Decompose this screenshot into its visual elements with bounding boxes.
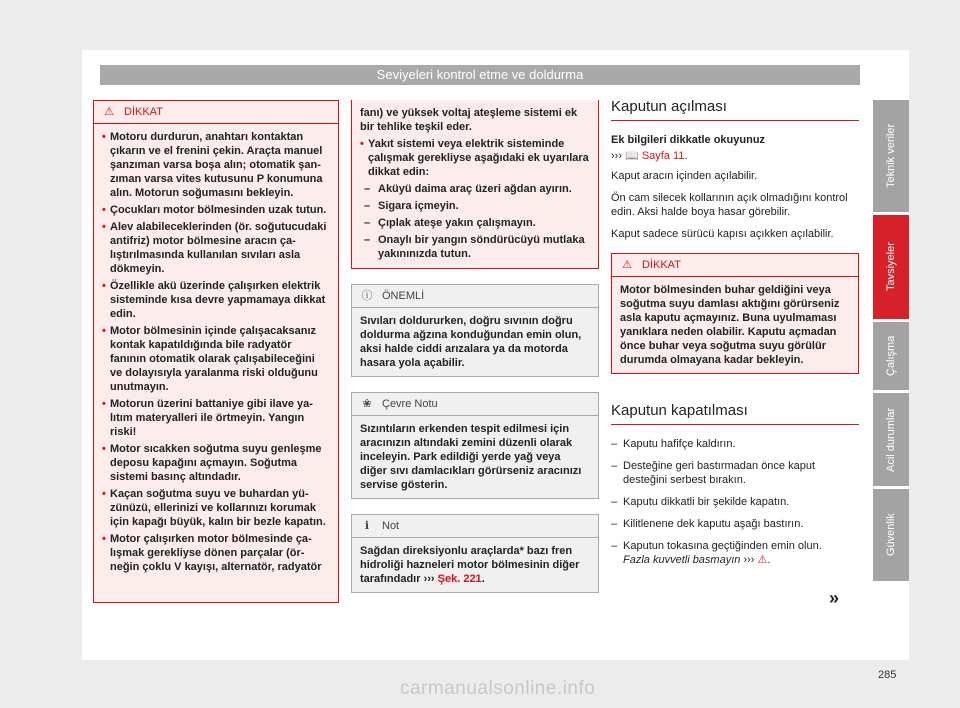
warning-triangle-icon: ⚠ xyxy=(622,259,632,271)
figure-link[interactable]: Şek. 221 xyxy=(437,573,482,585)
important-header: ⓘ ÖNEMLİ xyxy=(352,285,598,308)
warning-triangle-icon: ⚠ xyxy=(104,106,114,118)
step-warning-ref: Fazla kuvvetli basmayın ››› ⚠. xyxy=(623,554,771,566)
warning-bullet: • Kaçan soğutma suyu ve buhardan yüzünüzü, ellerinizi ve kollarınızı korumak için kapağı büyük, kalın bir bezle kapatın. xyxy=(102,487,330,529)
tab-technical-data[interactable]: Teknik veriler xyxy=(873,100,909,212)
warning-bullet: • Motor sıcakken soğutma suyu genleşme deposu kapağını açmayın. Soğutma sistemi basınç altındadır. xyxy=(102,442,330,484)
warning-box-continued xyxy=(351,100,599,269)
note-header: ℹ Not xyxy=(352,515,598,538)
watermark: carmanualsonline.info xyxy=(400,678,596,699)
step: – Kaputun tokasına geçtiğinden emin olun. xyxy=(611,539,859,553)
warning-bullet: • Çocukları motor bölmesinden uzak tutun. xyxy=(102,203,330,217)
warning-bullet: • Motorun üzerini battaniye gibi ilave yalıtım materyalleri ile örtmeyin. Yangın riski! xyxy=(102,397,330,439)
environment-text: Sızıntıların erkenden tespit edilmesi için aracınızın altındaki zemini düzenli olarak inceleyin. Park edildiği yerde yağ veya diğer sıvı damlacıkları görürseniz aracınızı servise gösterin. xyxy=(360,423,582,491)
step: – Kilitlenene dek kaputu aşağı bastırın. xyxy=(611,517,859,531)
step: – Kaputu hafifçe kaldırın. xyxy=(611,437,859,451)
closing-steps xyxy=(611,437,859,567)
step: – Kaputu dikkatli bir şekilde kapatın. xyxy=(611,495,859,509)
important-box xyxy=(351,284,599,377)
warning-bullet: • Özellikle akü üzerinde çalışırken elektrik sisteminde kısa devre yapmamaya dikkat edin. xyxy=(102,279,330,321)
warning-header: ⚠ DİKKAT xyxy=(612,254,858,277)
column-1 xyxy=(93,100,339,603)
warning-box-hood xyxy=(611,253,859,374)
info-icon: ⓘ xyxy=(361,290,373,302)
environment-box xyxy=(351,392,599,499)
warning-box xyxy=(93,100,339,603)
section-heading-opening: Kaputun açılması xyxy=(611,100,859,121)
warning-bullet: • Motoru durdurun, anahtarı kontaktan çıkarın ve el frenini çekin. Araçta manuel şanzıman varsa boşa alın; otomatik şanzıman varsa vites kutusunu P konumuna alın. Motorun soğumasını bekleyin. xyxy=(102,130,330,200)
environment-icon: ❀ xyxy=(362,398,372,410)
warning-bullet: • Alev alabileceklerinden (ör. soğutucudaki antifriz) motor bölmesine aracın çalıştırılmasında kullanılan sıvıları asla dökmeyin. xyxy=(102,220,330,276)
section-heading-closing: Kaputun kapatılması xyxy=(611,404,859,425)
warning-body-continued: fanı) ve yüksek voltaj ateşleme sistemi ek bir tehlike teşkil eder. • Yakıt sistemi veya elektrik sisteminde çalışmak gerekliyse aşağıdaki ek uyarılara dikkat edin: – Aküyü daima araç üzeri ağdan ayırın. – Sigara içmeyin. – Çıplak ateşe yakın çalışmayın. – Onaylı bir yangın söndürücüyü mutlaka yakınınızda tutun. xyxy=(352,100,598,270)
environment-header: ❀ Çevre Notu xyxy=(352,393,598,416)
step: – Desteğine geri bastırmadan önce kaput desteğini serbest bırakın. xyxy=(611,459,859,487)
tab-emergencies[interactable]: Acil durumlar xyxy=(873,393,909,486)
note-icon: ℹ xyxy=(364,520,370,532)
warning-text: Motor bölmesinden buhar geldiğini veya soğutma suyu damlası aktığını görürseniz asla kaputu açmayınız. Buna uyulmaması yanıklara neden olabilir. Kaputu açmadan önce buhar veya soğutma suyu görülür durumda olmayana kadar bekleyin. xyxy=(620,284,840,366)
warning-triangle-icon: ⚠ xyxy=(757,554,768,566)
column-3: Kaputun açılması Ek bilgileri dikkatle okuyunuz ››› 📖 Sayfa 11. Kaput aracın içinden açılabilir. Ön cam silecek kollarının açık olmadığını kontrol edin. Aksi halde boya hasar görebilir. Kaput sadece sürücü kapısı açıkken açılabilir. ⚠ DİKKAT Motor bölmesinden buhar geldiğini veya soğutma suyu damlası aktığını görürseniz asla kaputu açmayınız. Buna uyulmaması yanıklara neden olabilir. Kaputu açmadan önce buhar veya soğutma suyu görülür durumda olmayana kadar bekleyin. Kaputun kapatılması – Kaputu hafifçe kaldırın. – Desteğine geri bastırmadan önce kaput desteğini serbest bırakın. – Kaputu dikkatli bir şekilde kapatın. – Kilitlenene dek kaputu aşağı bastırın. – Kaputun tokasına geçtiğinden emin olun. Fazla kuvvetli basmayın ››› ⚠. xyxy=(611,100,859,567)
page-number: 285 xyxy=(878,669,897,681)
warning-header: ⚠ DİKKAT xyxy=(94,101,338,124)
page-link[interactable]: Sayfa 11 xyxy=(641,150,685,162)
tab-recommendations[interactable]: Tavsiyeler xyxy=(873,215,909,319)
note-text: Sağdan direksiyonlu araçlarda* bazı fren hidroliği hazneleri motor bölmesinin diğer tarafındadır ››› Şek. 221. xyxy=(360,545,580,585)
continue-mark: » xyxy=(829,588,840,608)
book-icon: 📖 xyxy=(625,150,639,162)
column-2 xyxy=(351,100,599,593)
warning-bullet: • Motor çalışırken motor bölmesinde çalışmak gerekliyse dönen parçalar (örneğin çoklu V kayışı, alternatör, radyatör xyxy=(102,532,330,574)
important-text: Sıvıları doldururken, doğru sıvının doğru doldurma ağzına konduğundan emin olun, aksi halde ciddi arızalara ya da motorda hasara yola açabilir. xyxy=(360,315,582,369)
page-header: Seviyeleri kontrol etme ve doldurma xyxy=(100,65,860,85)
read-more-note: Ek bilgileri dikkatle okuyunuz xyxy=(611,134,766,146)
tab-safety[interactable]: Güvenlik xyxy=(873,489,909,581)
page-reference: ››› 📖 Sayfa 11. xyxy=(611,150,688,162)
warning-body xyxy=(94,124,338,583)
tab-operation[interactable]: Çalışma xyxy=(873,322,909,390)
warning-bullet: • Motor bölmesinin içinde çalışacaksanız kontak kapatıldığında bile radyatör fanının otomatik olarak çalışabileceğini ve dolayısıyla yaralanma riski olduğunu unutmayın. xyxy=(102,324,330,394)
note-box xyxy=(351,514,599,593)
